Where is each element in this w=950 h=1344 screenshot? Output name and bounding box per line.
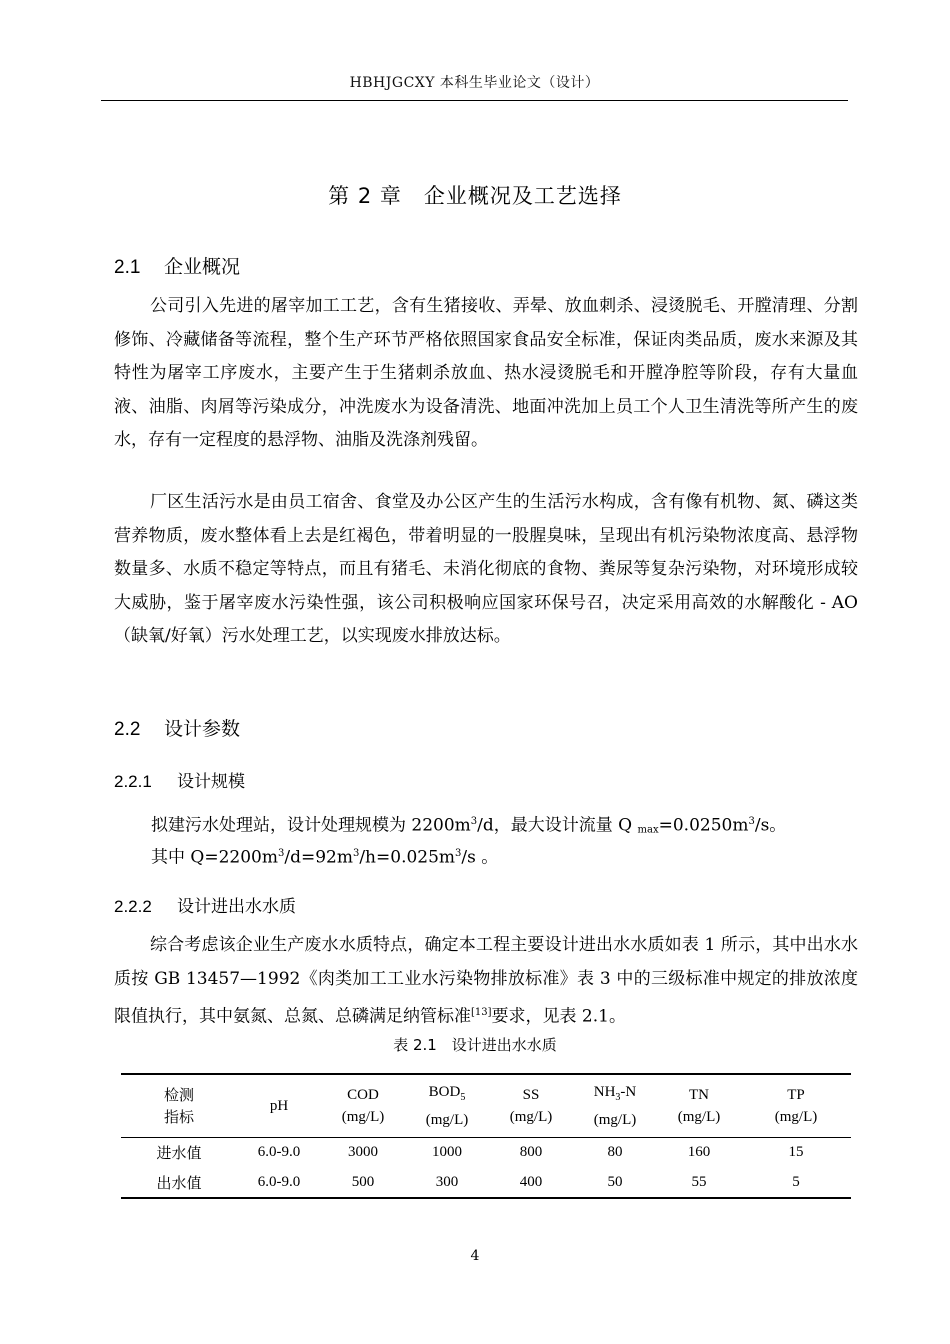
table-cell: 3000 <box>348 1144 378 1161</box>
table-cell: 500 <box>351 1173 375 1190</box>
table-caption: 表 2.1 设计进出水水质 <box>393 1036 557 1054</box>
header-bod5: $BOD_5$ (mg/L) <box>425 1084 469 1128</box>
paragraph-overview-2: 厂区生活污水是由员工宿舍、食堂及办公区产生的生活污水构成，含有像有机物、氮、磷这类营养物质，废水整体看上去是红褐色，带着明显的一股腥臭味，呈现出有机污染物浓度高、悬浮物数量多、水质不稳定等特点，而且有猪毛、未消化彻底的食物、粪尿等复杂污染物，对环境形成较大威胁，鉴于屠宰废水污染性强，该公司积极响应国家环保号召，决定采用高效的水解酸化 - AO（缺氧/好氧）污水处理工艺，以实现废水排放达标。 <box>114 492 858 646</box>
header-indicator: 检测 指标 <box>163 1086 194 1126</box>
table-cell: 300 <box>435 1173 459 1190</box>
subsection-number: 2.2.1 <box>114 772 152 791</box>
table-cell: 5 <box>792 1173 800 1190</box>
design-scale-line-1: 拟建污水处理站，设计处理规模为 $2200m^3/d$，最大设计流量 Q $_{max}=0.0250m^3/s$。 <box>151 815 787 836</box>
header-cod: COD (mg/L) <box>341 1087 385 1125</box>
section-2-1-heading <box>114 252 240 279</box>
row-label: 进水值 <box>156 1144 202 1163</box>
section-title: 企业概况 <box>164 256 241 278</box>
table-row <box>121 1138 851 1168</box>
table-row <box>121 1168 851 1198</box>
subsection-title: 设计规模 <box>177 772 245 792</box>
water-quality-table <box>121 1073 851 1199</box>
section-2-2-heading <box>114 714 240 741</box>
table-cell: 400 <box>519 1173 543 1190</box>
header-nh3n: $NH_3-N$ (mg/L) <box>593 1084 637 1128</box>
header-tp: TP (mg/L) <box>774 1087 818 1125</box>
header-ph: pH <box>269 1098 289 1114</box>
paragraph-overview-1: 公司引入先进的屠宰加工工艺，含有生猪接收、弄晕、放血刺杀、浸烫脱毛、开膛清理、分割修饰、冷藏储备等流程，整个生产环节严格依照国家食品安全标准，保证肉类品质，废水来源及其特性为屠宰工序废水，主要产生于生猪刺杀放血、热水浸烫脱毛和开膛净腔等阶段，存有大量血液、油脂、肉屑等污染成分，冲洗废水为设备清洗、地面冲洗加上员工个人卫生清洗等所产生的废水，存有一定程度的悬浮物、油脂及洗涤剂残留。 <box>114 296 858 450</box>
section-2-2-1-heading <box>114 767 245 792</box>
chapter-title: 第 2 章 企业概况及工艺选择 <box>328 184 622 208</box>
table-cell: 800 <box>519 1144 543 1161</box>
table-cell: 55 <box>691 1173 707 1190</box>
table-cell: 80 <box>607 1144 623 1161</box>
section-number: 2.2 <box>114 719 141 740</box>
table-cell: 50 <box>607 1173 623 1190</box>
table-cell: 15 <box>788 1144 804 1161</box>
paragraph-water-quality: 综合考虑该企业生产废水水质特点，确定本工程主要设计进出水水质如表 1 所示，其中出水水质按 GB 13457—1992《肉类加工工业水污染物排放标准》表 3 中的三级标准中规定的排放浓度限值执行，其中氨氮、总氮、总磷满足纳管标准[13]要求，见表 2.1。 <box>114 935 858 1027</box>
table-cell: 160 <box>687 1144 711 1161</box>
header-tn: TN (mg/L) <box>677 1087 721 1125</box>
subsection-number: 2.2.2 <box>114 897 152 916</box>
header-rule <box>101 100 848 101</box>
citation-ref: [13] <box>471 1007 492 1018</box>
table-cell: 6.0-9.0 <box>257 1144 301 1161</box>
table-cell: 1000 <box>432 1144 462 1161</box>
table-cell: 6.0-9.0 <box>257 1173 301 1190</box>
running-header: HBHJGCXY 本科生毕业论文（设计） <box>349 75 600 91</box>
section-title: 设计参数 <box>164 718 241 740</box>
design-scale-line-2: 其中 $Q=2200m^3/d=92m^3/h=0.025m^3/s$ 。 <box>151 847 499 868</box>
page-number: 4 <box>470 1248 480 1264</box>
header-ss: SS (mg/L) <box>509 1087 553 1125</box>
table-header-row <box>121 1074 851 1138</box>
section-number: 2.1 <box>114 257 141 278</box>
row-label: 出水值 <box>156 1173 202 1192</box>
section-2-2-2-heading <box>114 892 296 917</box>
subsection-title: 设计进出水水质 <box>177 897 296 917</box>
